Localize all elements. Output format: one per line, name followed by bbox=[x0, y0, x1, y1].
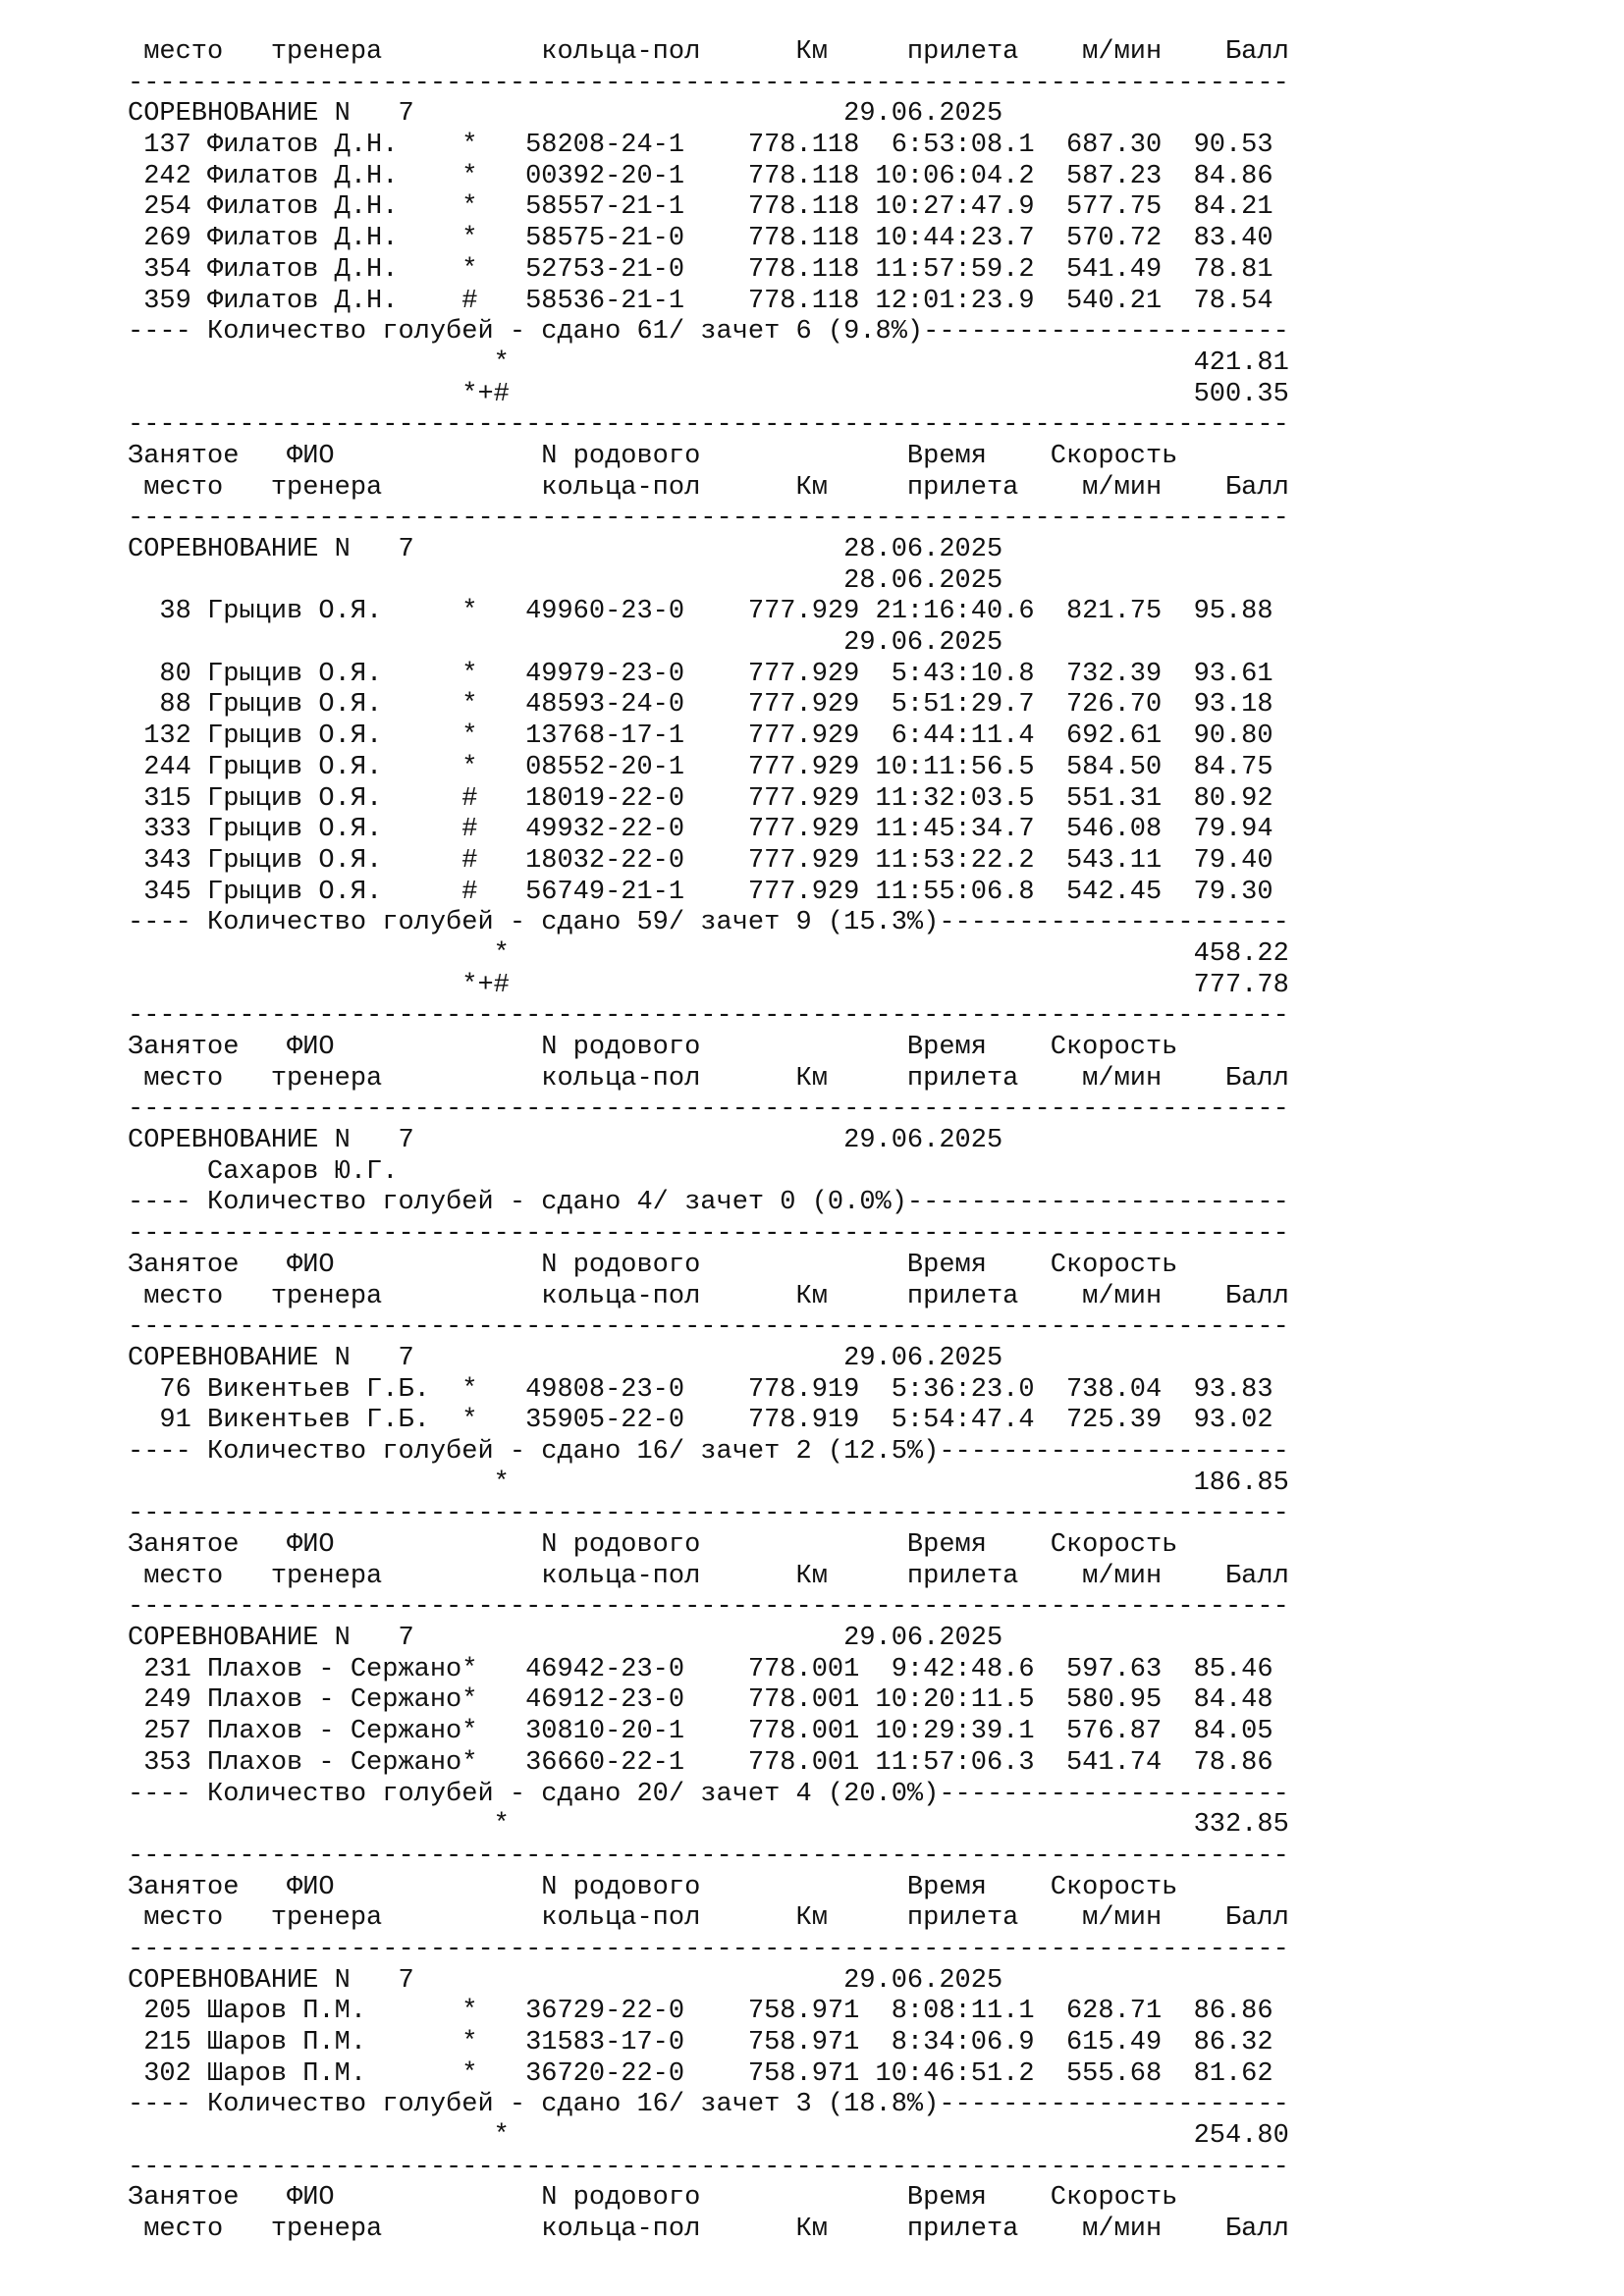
competition-header: СОРЕВНОВАНИЕ N 7 29.06.2025 bbox=[128, 1624, 1003, 1654]
separator-line: ------------------------------------------------------------------------- bbox=[128, 1001, 1289, 1032]
result-row: 91 Викентьев Г.Б. * 35905-22-0 778.919 5:54:47.4 725.39 93.02 bbox=[128, 1406, 1273, 1436]
separator-line: ------------------------------------------------------------------------- bbox=[128, 1219, 1289, 1250]
result-row: 80 Грыцив О.Я. * 49979-23-0 777.929 5:43:10.8 732.39 93.61 bbox=[128, 659, 1273, 689]
result-row: 242 Филатов Д.Н. * 00392-20-1 778.118 10:06:04.2 587.23 84.86 bbox=[128, 161, 1273, 191]
score-total: * 186.85 bbox=[128, 1468, 1289, 1498]
result-row: 28.06.2025 bbox=[128, 565, 1003, 596]
column-header-row-1: Занятое ФИО N родового Время Скорость bbox=[128, 2183, 1178, 2214]
column-header-row-1: Занятое ФИО N родового Время Скорость bbox=[128, 441, 1178, 471]
separator-line: ------------------------------------------------------------------------- bbox=[128, 1841, 1289, 1871]
result-row: 215 Шаров П.М. * 31583-17-0 758.971 8:34:06.9 615.49 86.32 bbox=[128, 2028, 1273, 2057]
competition-header: СОРЕВНОВАНИЕ N 7 29.06.2025 bbox=[128, 1343, 1003, 1373]
separator-line: ------------------------------------------------------------------------- bbox=[128, 504, 1289, 534]
pigeon-count-summary: ---- Количество голубей - сдано 16/ зачет 2 (12.5%)---------------------- bbox=[128, 1436, 1289, 1467]
separator-line: ------------------------------------------------------------------------- bbox=[128, 2152, 1289, 2182]
pigeon-count-summary: ---- Количество голубей - сдано 61/ зачет 6 (9.8%)----------------------- bbox=[128, 317, 1289, 347]
score-total: *+# 777.78 bbox=[128, 970, 1289, 1000]
pigeon-count-summary: ---- Количество голубей - сдано 20/ зачет 4 (20.0%)---------------------- bbox=[128, 1779, 1289, 1809]
separator-line: ------------------------------------------------------------------------- bbox=[128, 1934, 1289, 1964]
column-header-row-1: Занятое ФИО N родового Время Скорость bbox=[128, 1872, 1178, 1902]
text-line: Сахаров Ю.Г. bbox=[128, 1156, 399, 1187]
result-row: 244 Грыцив О.Я. * 08552-20-1 777.929 10:11:56.5 584.50 84.75 bbox=[128, 752, 1273, 782]
separator-line: ------------------------------------------------------------------------- bbox=[128, 1499, 1289, 1529]
column-header-row-2: место тренера кольца-пол Км прилета м/мин Балл bbox=[128, 1063, 1289, 1094]
result-row: 302 Шаров П.М. * 36720-22-0 758.971 10:46:51.2 555.68 81.62 bbox=[128, 2058, 1273, 2089]
result-row: 315 Грыцив О.Я. # 18019-22-0 777.929 11:32:03.5 551.31 80.92 bbox=[128, 783, 1273, 814]
result-row: 38 Грыцив О.Я. * 49960-23-0 777.929 21:16:40.6 821.75 95.88 bbox=[128, 597, 1273, 627]
result-row: 343 Грыцив О.Я. # 18032-22-0 777.929 11:53:22.2 543.11 79.40 bbox=[128, 845, 1273, 876]
column-header-row-2: место тренера кольца-пол Км прилета м/мин Балл bbox=[128, 1561, 1289, 1591]
pigeon-count-summary: ---- Количество голубей - сдано 4/ зачет 0 (0.0%)------------------------ bbox=[128, 1188, 1289, 1218]
result-row: 359 Филатов Д.Н. # 58536-21-1 778.118 12:01:23.9 540.21 78.54 bbox=[128, 286, 1273, 316]
separator-line: ------------------------------------------------------------------------- bbox=[128, 1312, 1289, 1343]
result-row: 269 Филатов Д.Н. * 58575-21-0 778.118 10:44:23.7 570.72 83.40 bbox=[128, 224, 1273, 254]
result-row: 257 Плахов - Сержано* 30810-20-1 778.001 10:29:39.1 576.87 84.05 bbox=[128, 1717, 1273, 1747]
column-header-row-1: Занятое ФИО N родового Время Скорость bbox=[128, 1033, 1178, 1062]
competition-header: СОРЕВНОВАНИЕ N 7 29.06.2025 bbox=[128, 99, 1003, 130]
result-row: 254 Филатов Д.Н. * 58557-21-1 778.118 10:27:47.9 577.75 84.21 bbox=[128, 192, 1273, 223]
separator-line: ------------------------------------------------------------------------- bbox=[128, 68, 1289, 98]
result-row: 345 Грыцив О.Я. # 56749-21-1 777.929 11:55:06.8 542.45 79.30 bbox=[128, 877, 1273, 907]
competition-header: СОРЕВНОВАНИЕ N 7 29.06.2025 bbox=[128, 1965, 1003, 1996]
separator-line: ------------------------------------------------------------------------- bbox=[128, 1592, 1289, 1623]
column-header-row-2: место тренера кольца-пол Км прилета м/мин Балл bbox=[128, 1281, 1289, 1311]
result-row: 249 Плахов - Сержано* 46912-23-0 778.001 10:20:11.5 580.95 84.48 bbox=[128, 1685, 1273, 1716]
column-header-row-2: место тренера кольца-пол Км прилета м/мин Балл bbox=[128, 37, 1289, 67]
result-row: 205 Шаров П.М. * 36729-22-0 758.971 8:08:11.1 628.71 86.86 bbox=[128, 1997, 1273, 2027]
column-header-row-1: Занятое ФИО N родового Время Скорость bbox=[128, 1250, 1178, 1280]
result-row: 137 Филатов Д.Н. * 58208-24-1 778.118 6:53:08.1 687.30 90.53 bbox=[128, 131, 1273, 161]
result-row: 29.06.2025 bbox=[128, 628, 1003, 659]
result-row: 231 Плахов - Сержано* 46942-23-0 778.001 9:42:48.6 597.63 85.46 bbox=[128, 1654, 1273, 1684]
result-row: 76 Викентьев Г.Б. * 49808-23-0 778.919 5:36:23.0 738.04 93.83 bbox=[128, 1374, 1273, 1405]
pigeon-count-summary: ---- Количество голубей - сдано 59/ зачет 9 (15.3%)---------------------- bbox=[128, 908, 1289, 938]
score-total: * 421.81 bbox=[128, 347, 1289, 378]
separator-line: ------------------------------------------------------------------------- bbox=[128, 1095, 1289, 1125]
result-row: 132 Грыцив О.Я. * 13768-17-1 777.929 6:44:11.4 692.61 90.80 bbox=[128, 721, 1273, 752]
column-header-row-2: место тренера кольца-пол Км прилета м/мин Балл bbox=[128, 472, 1289, 503]
results-printout bbox=[128, 37, 1289, 2246]
result-row: 354 Филатов Д.Н. * 52753-21-0 778.118 11:57:59.2 541.49 78.81 bbox=[128, 254, 1273, 285]
score-total: * 332.85 bbox=[128, 1810, 1289, 1841]
score-total: * 254.80 bbox=[128, 2121, 1289, 2152]
score-total: *+# 500.35 bbox=[128, 379, 1289, 409]
pigeon-count-summary: ---- Количество голубей - сдано 16/ зачет 3 (18.8%)---------------------- bbox=[128, 2090, 1289, 2120]
result-row: 88 Грыцив О.Я. * 48593-24-0 777.929 5:51:29.7 726.70 93.18 bbox=[128, 690, 1273, 721]
column-header-row-2: место тренера кольца-пол Км прилета м/мин Балл bbox=[128, 2215, 1289, 2245]
result-row: 333 Грыцив О.Я. # 49932-22-0 777.929 11:45:34.7 546.08 79.94 bbox=[128, 815, 1273, 845]
result-row: 353 Плахов - Сержано* 36660-22-1 778.001 11:57:06.3 541.74 78.86 bbox=[128, 1747, 1273, 1778]
column-header-row-1: Занятое ФИО N родового Время Скорость bbox=[128, 1530, 1178, 1560]
separator-line: ------------------------------------------------------------------------- bbox=[128, 410, 1289, 441]
column-header-row-2: место тренера кольца-пол Км прилета м/мин Балл bbox=[128, 1903, 1289, 1934]
competition-header: СОРЕВНОВАНИЕ N 7 29.06.2025 bbox=[128, 1126, 1003, 1156]
competition-header: СОРЕВНОВАНИЕ N 7 28.06.2025 bbox=[128, 535, 1003, 564]
score-total: * 458.22 bbox=[128, 938, 1289, 969]
